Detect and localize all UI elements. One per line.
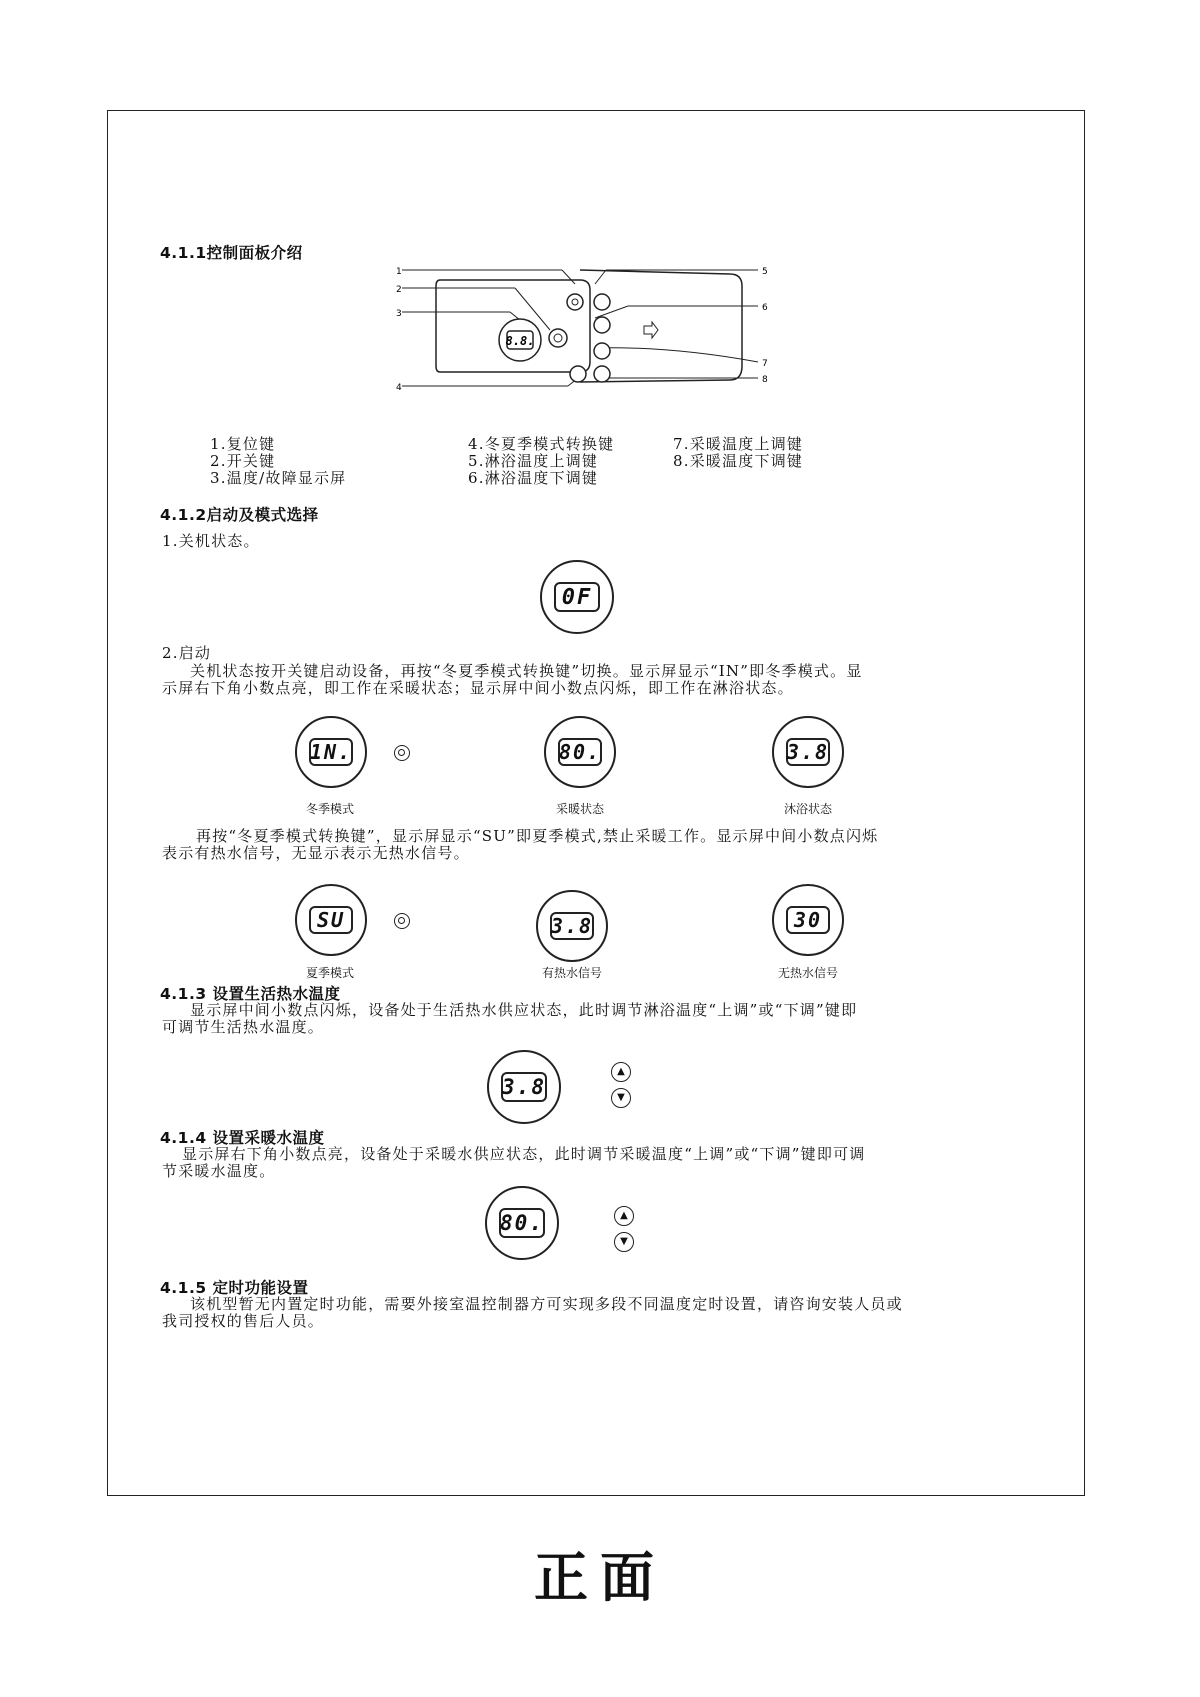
legend-item: 7.采暖温度上调键: [673, 435, 804, 453]
paragraph-line: 关机状态按开关键启动设备，再按“冬夏季模式转换键”切换。显示屏显示“IN”即冬季模式。显: [190, 662, 863, 680]
mode-switch-button: [394, 745, 410, 761]
legend-col-2: [468, 436, 614, 487]
no-hot-water-signal-ring: [772, 884, 844, 956]
callout-4: 4: [396, 383, 402, 392]
off-display: 0F: [554, 582, 600, 612]
section-4-1-1-heading: 4.1.1控制面板介绍: [160, 244, 303, 262]
callout-5: 5: [762, 267, 768, 277]
paragraph-line: 表示有热水信号，无显示表示无热水信号。: [162, 844, 470, 862]
shower-state-display: 3.8: [786, 740, 830, 764]
summer-mode-display: SU: [309, 906, 353, 934]
paragraph-line: 显示屏右下角小数点亮，设备处于采暖水供应状态，此时调节采暖温度“上调”或“下调”键即可调: [182, 1145, 866, 1163]
legend-item: 6.淋浴温度下调键: [468, 469, 599, 487]
paragraph-line: 节采暖水温度。: [162, 1162, 276, 1180]
legend-item: 5.淋浴温度上调键: [468, 452, 599, 470]
heating-state-display: 80.: [558, 740, 602, 764]
off-display-ring: [540, 560, 614, 634]
callout-7: 7: [762, 359, 768, 369]
section-4-1-2-heading: 4.1.2启动及模式选择: [160, 506, 319, 524]
paragraph-line: 可调节生活热水温度。: [162, 1018, 325, 1036]
legend-item: 3.温度/故障显示屏: [210, 469, 347, 487]
section-4-1-5-heading: 4.1.5 定时功能设置: [160, 1279, 309, 1297]
heating-state-caption: 采暖状态: [555, 802, 604, 816]
paragraph-line: 示屏右下角小数点亮，即工作在采暖状态；显示屏中间小数点闪烁，即工作在淋浴状态。: [162, 679, 794, 697]
hot-water-signal-display: 3.8: [550, 914, 594, 938]
summer-mode-caption: 夏季模式: [305, 966, 354, 980]
shower-state-ring: [772, 716, 844, 788]
hot-water-signal-ring: [536, 890, 608, 962]
winter-mode-caption: 冬季模式: [305, 802, 354, 816]
shower-up-icon: ▲: [611, 1062, 631, 1082]
callout-2: 2: [396, 285, 402, 295]
callout-8: 8: [762, 375, 768, 385]
page-footer-label: 正面: [534, 1546, 666, 1609]
domestic-water-ring: [487, 1050, 561, 1124]
callout-3: 3: [396, 309, 402, 319]
winter-mode-ring: [295, 716, 367, 788]
section-4-1-5-paragraph: [162, 1296, 903, 1330]
callout-6: 6: [762, 303, 768, 313]
heating-state-ring: [544, 716, 616, 788]
startup-paragraph: [162, 663, 863, 697]
no-hot-water-signal-caption: 无热水信号: [777, 966, 838, 980]
section-4-1-3-heading: 4.1.3 设置生活热水温度: [160, 985, 341, 1003]
domestic-water-display: 3.8: [501, 1072, 547, 1102]
section-4-1-3-paragraph: [162, 1002, 857, 1036]
heating-down-icon: ▼: [614, 1232, 634, 1252]
heating-up-icon: ▲: [614, 1206, 634, 1226]
no-hot-water-signal-display: 30: [786, 906, 830, 934]
shower-down-icon: ▼: [611, 1088, 631, 1108]
heating-water-display: 80.: [499, 1208, 545, 1238]
section-4-1-4-heading: 4.1.4 设置采暖水温度: [160, 1129, 325, 1147]
section-4-1-4-paragraph: [162, 1146, 865, 1180]
control-panel-diagram: [390, 262, 820, 392]
startup-label: 2.启动: [162, 644, 212, 662]
winter-mode-display: 1N.: [309, 740, 353, 764]
heating-water-ring: [485, 1186, 559, 1260]
panel-display-value: 8.8.: [505, 334, 535, 348]
paragraph-line: 该机型暂无内置定时功能，需要外接室温控制器方可实现多段不同温度定时设置，请咨询安装人员或: [190, 1295, 903, 1313]
legend-item: 1.复位键: [210, 435, 276, 453]
legend-item: 2.开关键: [210, 452, 276, 470]
mode-switch-button: [394, 913, 410, 929]
summer-mode-ring: [295, 884, 367, 956]
hot-water-signal-caption: 有热水信号: [541, 966, 602, 980]
legend-item: 4.冬夏季模式转换键: [468, 435, 615, 453]
legend-item: 8.采暖温度下调键: [673, 452, 804, 470]
legend-col-3: [673, 436, 803, 470]
control-panel-drawing: [390, 262, 820, 392]
callout-1: 1: [396, 267, 402, 277]
shower-state-caption: 沐浴状态: [783, 802, 832, 816]
off-state-label: 1.关机状态。: [162, 532, 260, 550]
legend-col-1: [210, 436, 346, 487]
paragraph-line: 我司授权的售后人员。: [162, 1312, 325, 1330]
summer-paragraph: [162, 828, 878, 862]
paragraph-line: 显示屏中间小数点闪烁，设备处于生活热水供应状态，此时调节淋浴温度“上调”或“下调”键即: [190, 1001, 858, 1019]
paragraph-line: 再按“冬夏季模式转换键”，显示屏显示“SU”即夏季模式,禁止采暖工作。显示屏中间小数点闪烁: [196, 827, 879, 845]
